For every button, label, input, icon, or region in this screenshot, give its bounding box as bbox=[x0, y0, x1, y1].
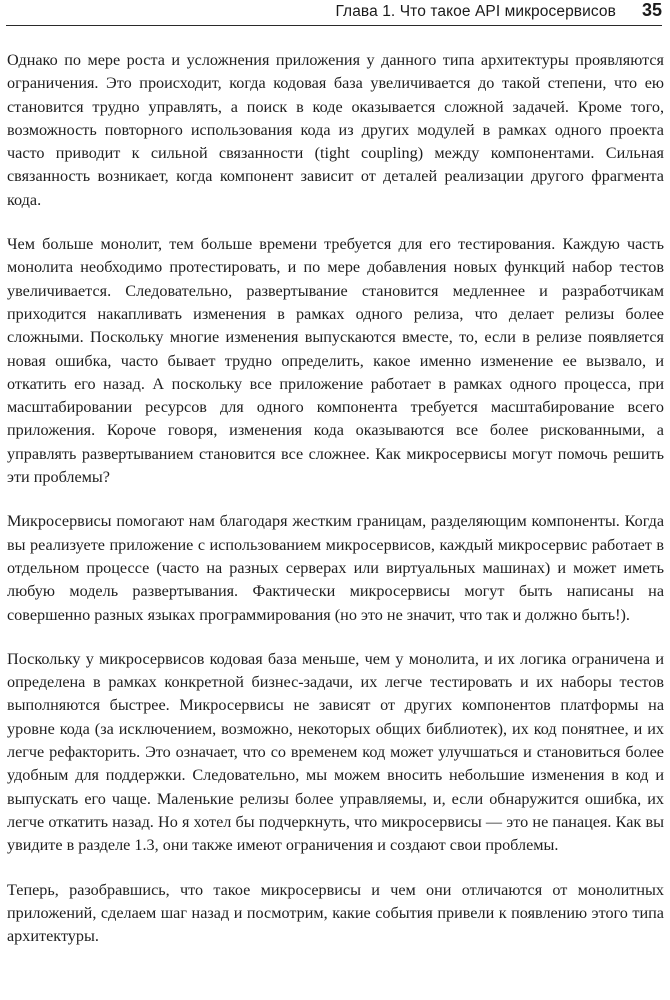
running-header bbox=[6, 0, 662, 26]
page-number: 35 bbox=[641, 0, 662, 20]
body-text bbox=[7, 49, 664, 969]
paragraph-monolith-testing: Чем больше монолит, тем больше времени требуется для его тестирования. Каждую часть монолита необходимо протестировать, и по мере добавления новых функций набор тестов увеличивается. Следовательно, развертывание становится медленнее и разработчикам приходится накапливать изменения в рамках одного релиза, что делает релизы более сложными. Поскольку многие изменения выпускаются вместе, то, если в релизе появляется новая ошибка, часто бывает трудно определить, какое именно изменение ее вызвало, и откатить его назад. А поскольку все приложение работает в рамках одного процесса, при масштабировании ресурсов для одного компонента требуется масштабирование всего приложения. Короче говоря, изменения кода оказываются все более рискованными, а управлять развертыванием становится все сложнее. Как микросервисы могут помочь решить эти проблемы? bbox=[7, 235, 664, 487]
paragraph-microservices-benefits: Поскольку у микросервисов кодовая база меньше, чем у монолита, и их логика ограничена и определена в рамках конкретной бизнес-задачи, их легче тестировать и их наборы тестов выполняются быстрее. Микросервисы не зависят от других компонентов платформы на уровне кода (за исключением, возможно, некоторых общих библиотек), их код понятнее, и их легче рефакторить. Это означает, что со временем код может улучшаться и становиться более удобным для поддержки. Следовательно, мы можем вносить небольшие изменения в код и выпускать его чаще. Маленькие релизы более управляемы, и, если обнаружится ошибка, их легче откатить назад. Но я хотел бы подчеркнуть, что микросервисы — это не панацея. Как вы увидите в разделе 1.3, они также имеют ограничения и создают свои проблемы. bbox=[7, 649, 664, 855]
chapter-title: Глава 1. Что такое API микросервисов bbox=[335, 3, 616, 20]
paragraph-microservices-boundaries: Микросервисы помогают нам благодаря жестким границам, разделяющим компоненты. Когда вы реализуете приложение с использованием микросервисов, каждый микросервис работает в отдельном процессе (часто на разных серверах или виртуальных машинах) и может иметь любую модель развертывания. Фактически микросервисы могут быть написаны на совершенно разных языках программирования (но это не значит, что так и должно быть!). bbox=[7, 512, 664, 624]
paragraph-monolith-limits: Однако по мере роста и усложнения приложения у данного типа архитектуры проявляются ограничения. Это происходит, когда кодовая база увеличивается до такой степени, что ею становится трудно управлять, а поиск в коде оказывается сложной задачей. Кроме того, возможность повторного использования кода из других модулей в рамках одного проекта часто приводит к сильной связанности (tight coupling) между компонентами. Сильная связанность возникает, когда компонент зависит от деталей реализации другого фрагмента кода. bbox=[7, 51, 664, 209]
paragraph-transition: Теперь, разобравшись, что такое микросервисы и чем они отличаются от монолитных приложений, сделаем шаг назад и посмотрим, какие события привели к появлению этого типа архитектуры. bbox=[7, 880, 664, 946]
